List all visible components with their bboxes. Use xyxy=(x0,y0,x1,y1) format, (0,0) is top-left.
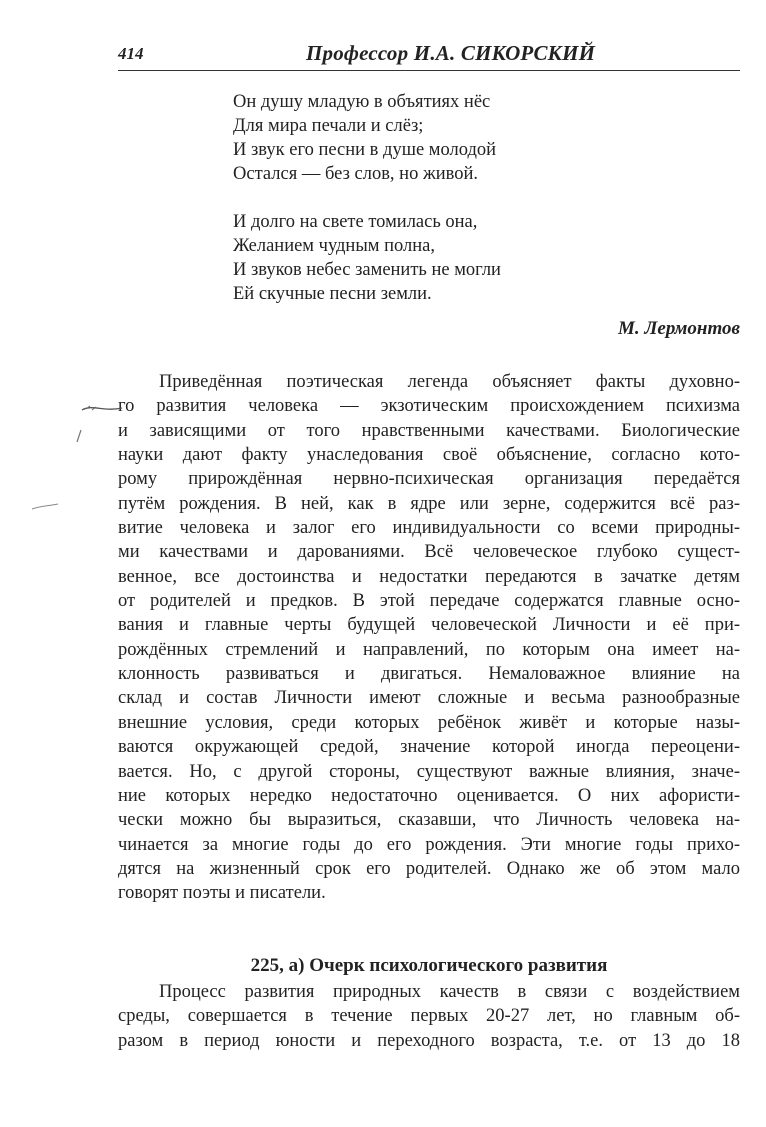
paragraph-line: и зависящими от того нравственными качествами. Биологические xyxy=(118,420,740,441)
paragraph-line: чинается за многие годы до его рождения. Эти многие годы прихо- xyxy=(118,834,740,855)
poem-epigraph xyxy=(233,90,653,330)
pencil-tick-icon xyxy=(72,428,86,446)
paragraph-line: рому прирождённая нервно-психическая организация передаётся xyxy=(118,469,740,490)
poem-line: И долго на свете томилась она, xyxy=(233,212,478,232)
paragraph-line: науки дают факту унаследования своё объяснение, согласно кото- xyxy=(118,445,740,466)
paragraph-line: внешние условия, среди которых ребёнок живёт и которые назы- xyxy=(118,712,740,733)
poem-line: Для мира печали и слёз; xyxy=(233,116,424,136)
paragraph-line: рождённых стремлений и направлений, по которым она имеет на- xyxy=(118,639,740,660)
section-heading: 225, а) Очерк психологического развития xyxy=(250,955,608,976)
poem-stanza xyxy=(233,90,653,186)
page-number: 414 xyxy=(118,44,144,63)
paragraph-line: склад и состав Личности имеют сложные и весьма разнообразные xyxy=(118,688,740,709)
paragraph-line: Приведённая поэтическая легенда объясняет факты духовно- xyxy=(159,372,740,392)
poem-line: Ей скучные песни земли. xyxy=(233,284,432,304)
poem-stanza xyxy=(233,210,653,306)
section-paragraph xyxy=(118,980,740,1053)
paragraph-line: го развития человека — экзотическим происхождением психизма xyxy=(118,396,740,417)
poem-line: Желанием чудным полна, xyxy=(233,236,435,256)
paragraph-line: вается. Но, с другой стороны, существуют важные влияния, значе- xyxy=(118,761,740,782)
paragraph-line: чески можно бы выразиться, сказавши, что Личность человека на- xyxy=(118,810,740,831)
page-header xyxy=(118,40,740,71)
paragraph-line: от родителей и предков. В этой передаче содержатся главные осно- xyxy=(118,591,740,612)
paragraph-line: вания и главные черты будущей человеческой Личности и её при- xyxy=(118,615,740,636)
poem-line: И звуков небес заменить не могли xyxy=(233,260,501,280)
running-title: Профессор И.А. СИКОРСКИЙ xyxy=(306,41,596,65)
paragraph-line: разом в период юности и переходного возраста, т.е. от 13 до 18 xyxy=(118,1030,740,1051)
poem-line: Он душу младую в объятиях нёс xyxy=(233,92,491,112)
poem-line: Остался — без слов, но живой. xyxy=(233,164,479,184)
poem-author: М. Лермонтов xyxy=(618,318,740,339)
pencil-dash-icon xyxy=(30,500,60,514)
poem-line: И звук его песни в душе молодой xyxy=(233,140,497,160)
paragraph-line: клонность развиваться и двигаться. Немаловажное влияние на xyxy=(118,664,740,685)
paragraph-line: ние которых нередко недостаточно оценивается. О них афористи- xyxy=(118,785,740,806)
paragraph-line: дятся на жизненный срок его родителей. Однако же об этом мало xyxy=(118,858,740,879)
paragraph-line: путём рождения. В ней, как в ядре или зерне, содержится всё раз- xyxy=(118,493,740,514)
paragraph-line: среды, совершается в течение первых 20-27 лет, но главным об- xyxy=(118,1006,740,1027)
paragraph-line: говорят поэты и писатели. xyxy=(118,883,326,904)
paragraph-line: венное, все достоинства и недостатки передаются в зачатке детям xyxy=(118,566,740,587)
paragraph-line: витие человека и залог его индивидуальности со всеми природны- xyxy=(118,518,740,539)
pencil-mark-icon xyxy=(80,398,124,418)
paragraph-line: ваются окружающей средой, значение которой иногда переоцени- xyxy=(118,737,740,758)
body-paragraph xyxy=(118,370,740,906)
paragraph-line: Процесс развития природных качеств в связи с воздействием xyxy=(159,982,740,1002)
paragraph-line: ми качествами и дарованиями. Всё человеческое глубоко сущест- xyxy=(118,542,740,563)
